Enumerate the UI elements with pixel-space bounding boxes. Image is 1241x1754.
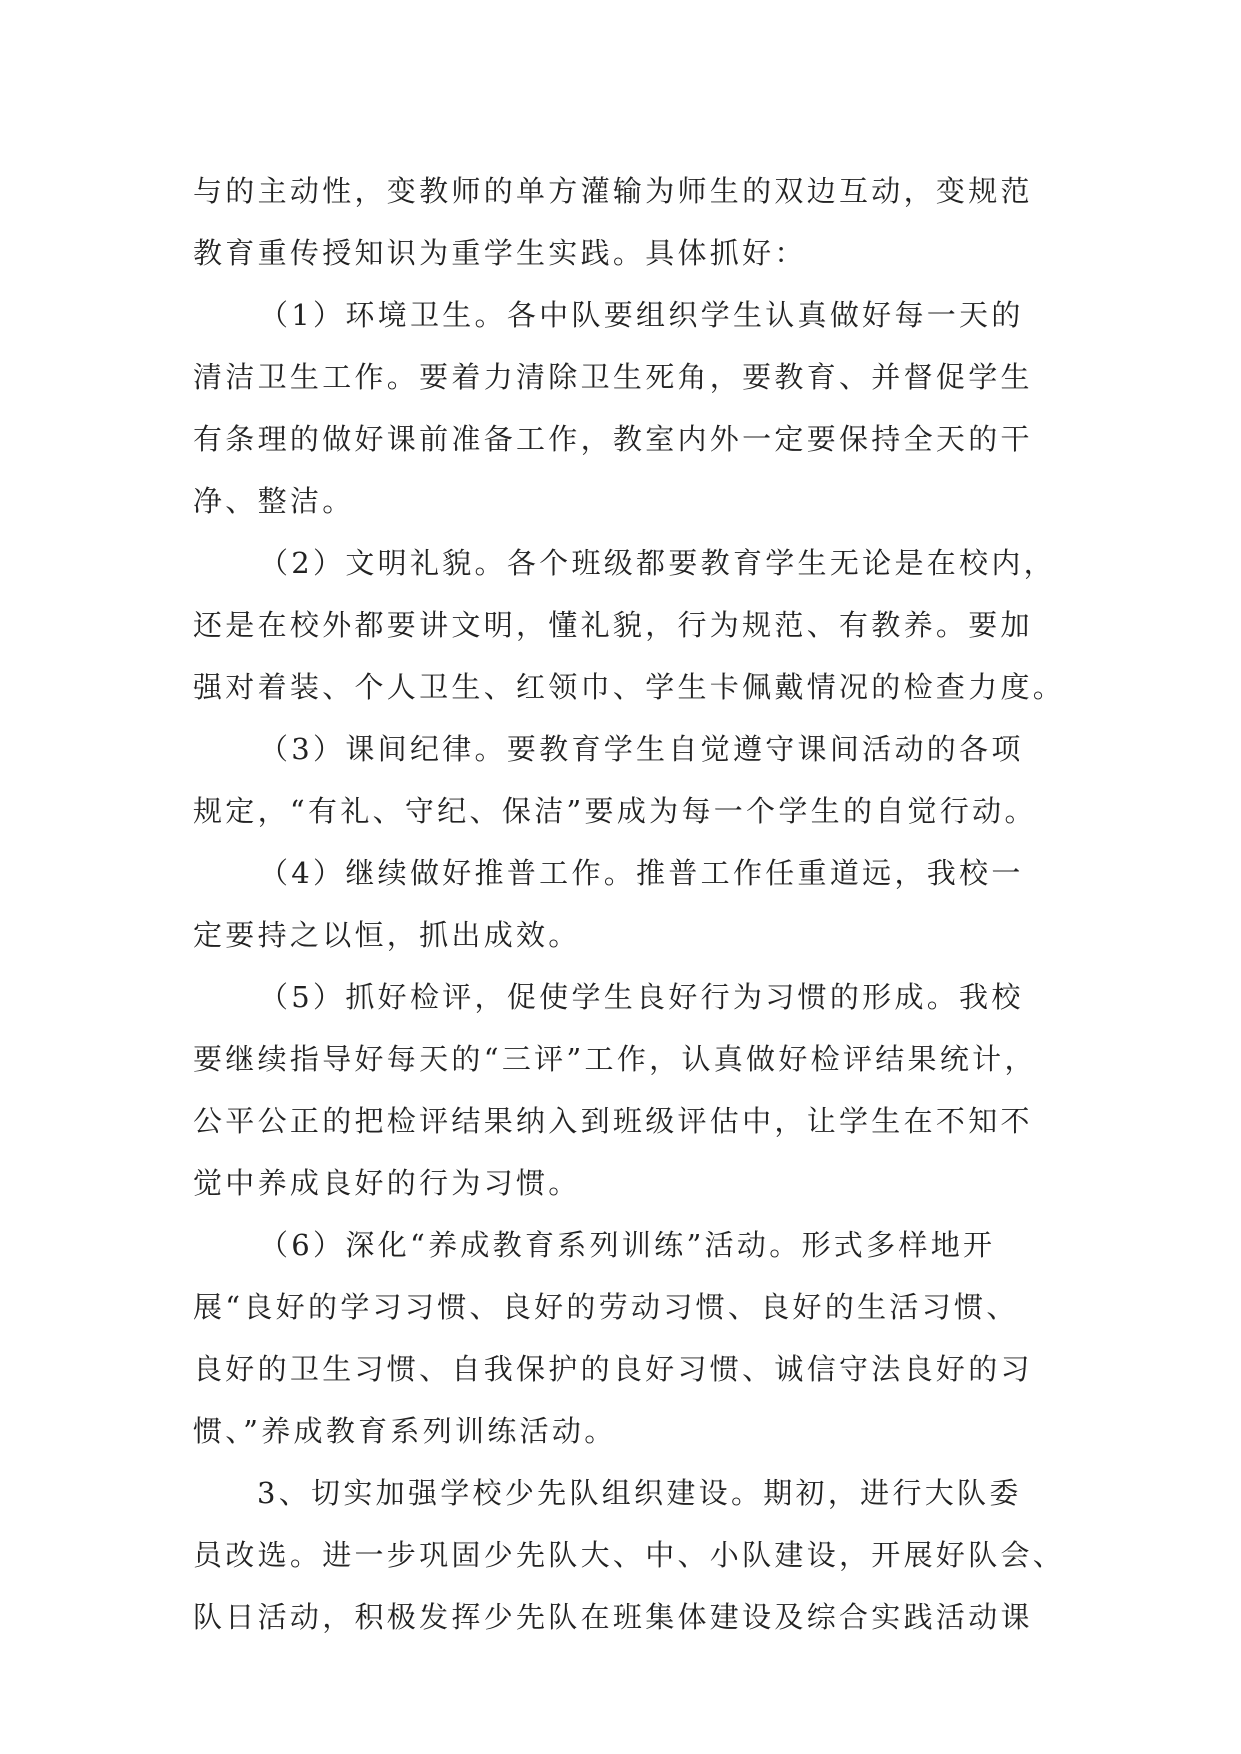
text-line: 展“良好的学习习惯、良好的劳动习惯、良好的生活习惯、 — [193, 1290, 1019, 1324]
text-line: 队日活动，积极发挥少先队在班集体建设及综合实践活动课 — [193, 1600, 1033, 1634]
text-line: 还是在校外都要讲文明，懂礼貌，行为规范、有教养。要加 — [193, 608, 1033, 642]
text-line: 良好的卫生习惯、自我保护的良好习惯、诚信守法良好的习 — [193, 1352, 1033, 1386]
text-line: 觉中养成良好的行为习惯。 — [193, 1166, 581, 1200]
text-line: 惯、”养成教育系列训练活动。 — [193, 1414, 617, 1448]
text-line: 有条理的做好课前准备工作，教室内外一定要保持全天的干 — [193, 422, 1033, 456]
text-line: 净、整洁。 — [193, 484, 355, 518]
text-line: 公平公正的把检评结果纳入到班级评估中，让学生在不知不 — [193, 1104, 1033, 1138]
paragraph-item-1-start: （1）环境卫生。各中队要组织学生认真做好每一天的 — [259, 298, 1024, 332]
text-line: 教育重传授知识为重学生实践。具体抓好： — [193, 236, 807, 270]
paragraph-item-2-start: （2）文明礼貌。各个班级都要教育学生无论是在校内， — [259, 546, 1056, 580]
paragraph-item-6-start: （6）深化“养成教育系列训练”活动。形式多样地开 — [259, 1228, 996, 1262]
body-text — [193, 160, 1066, 1648]
paragraph-item-4-start: （4）继续做好推普工作。推普工作任重道远，我校一 — [259, 856, 1024, 890]
text-line: 与的主动性，变教师的单方灌输为师生的双边互动，变规范 — [193, 174, 1033, 208]
section-3-start: 3、切实加强学校少先队组织建设。期初，进行大队委 — [257, 1476, 1022, 1510]
text-line: 规定，“有礼、守纪、保洁”要成为每一个学生的自觉行动。 — [193, 794, 1037, 828]
text-line: 清洁卫生工作。要着力清除卫生死角，要教育、并督促学生 — [193, 360, 1033, 394]
text-line: 强对着装、个人卫生、红领巾、学生卡佩戴情况的检查力度。 — [193, 670, 1066, 704]
text-line: 要继续指导好每天的“三评”工作，认真做好检评结果统计， — [193, 1042, 1037, 1076]
text-line: 员改选。进一步巩固少先队大、中、小队建设，开展好队会、 — [193, 1538, 1066, 1572]
text-line: 定要持之以恒，抓出成效。 — [193, 918, 581, 952]
paragraph-item-5-start: （5）抓好检评，促使学生良好行为习惯的形成。我校 — [259, 980, 1024, 1014]
paragraph-item-3-start: （3）课间纪律。要教育学生自觉遵守课间活动的各项 — [259, 732, 1024, 766]
